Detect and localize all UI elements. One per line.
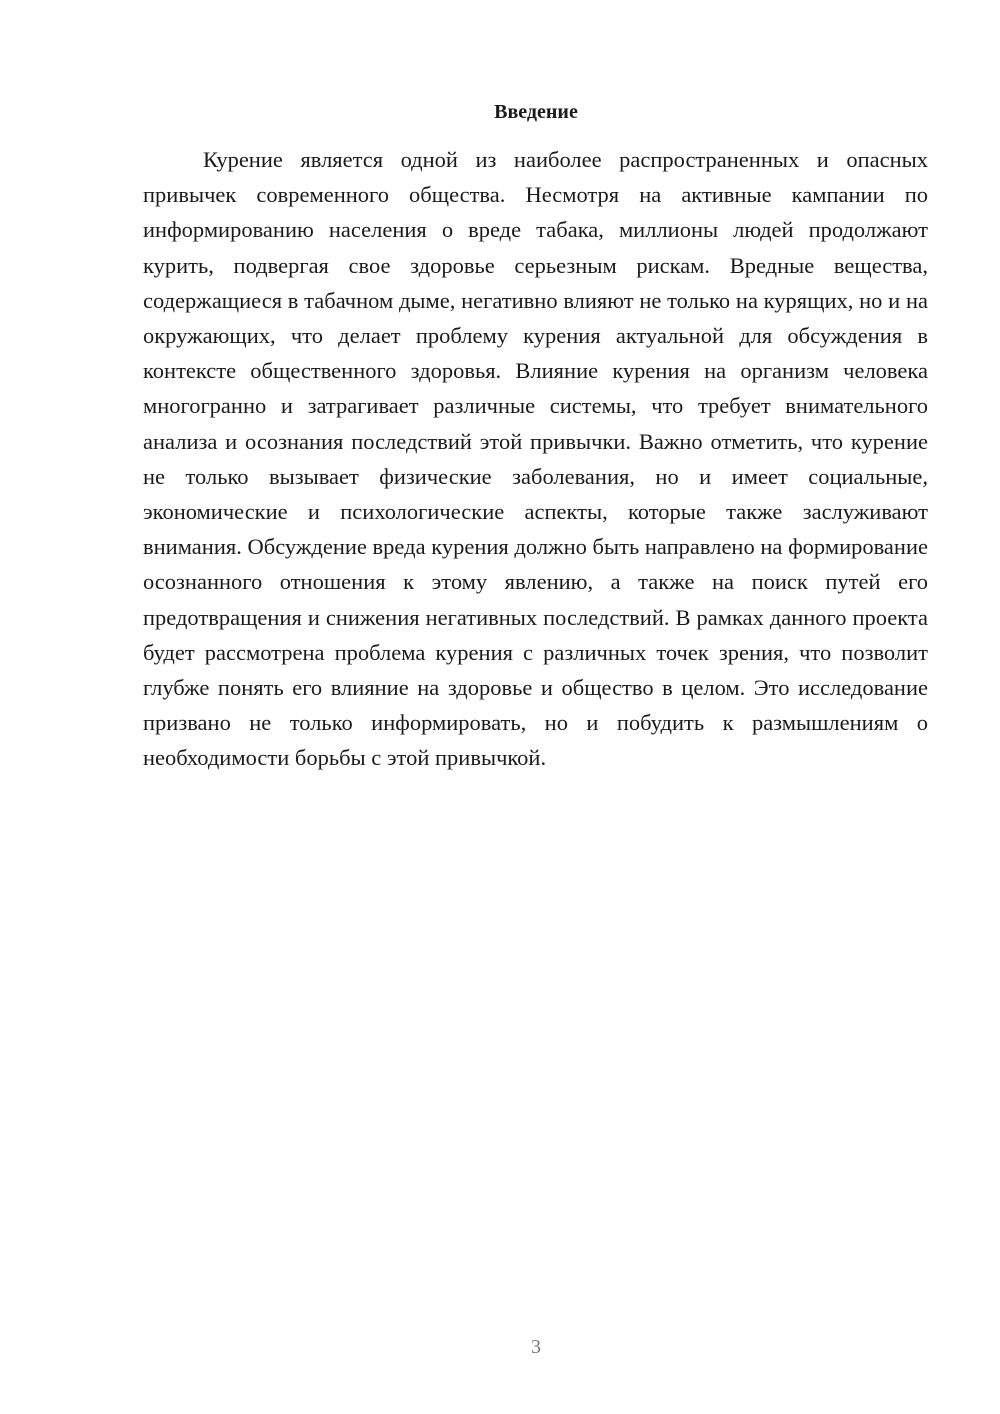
page-number: 3 <box>531 1336 541 1358</box>
section-heading: Введение <box>494 101 578 123</box>
body-paragraph: Курение является одной из наиболее распространенных и опасных привычек современного общества. Несмотря на активные кампании по информированию населения о вреде табака, миллионы людей продолжают курить, подвергая свое здоровье серьезным рискам. Вредные вещества, содержащиеся в табачном дыме, негативно влияют не только на курящих, но и на окружающих, что делает проблему курения актуальной для обсуждения в контексте общественного здоровья. Влияние курения на организм человека многогранно и затрагивает различные системы, что требует внимательного анализа и осознания последствий этой привычки. Важно отметить, что курение не только вызывает физические заболевания, но и имеет социальные, экономические и психологические аспекты, которые также заслуживают внимания. Обсуждение вреда курения должно быть направлено на формирование осознанного отношения к этому явлению, а также на поиск путей его предотвращения и снижения негативных последствий. В рамках данного проекта будет рассмотрена проблема курения с различных точек зрения, что позволит глубже понять его влияние на здоровье и общество в целом. Это исследование призвано не только информировать, но и побудить к размышлениям о необходимости борьбы с этой привычкой. <box>143 147 928 771</box>
